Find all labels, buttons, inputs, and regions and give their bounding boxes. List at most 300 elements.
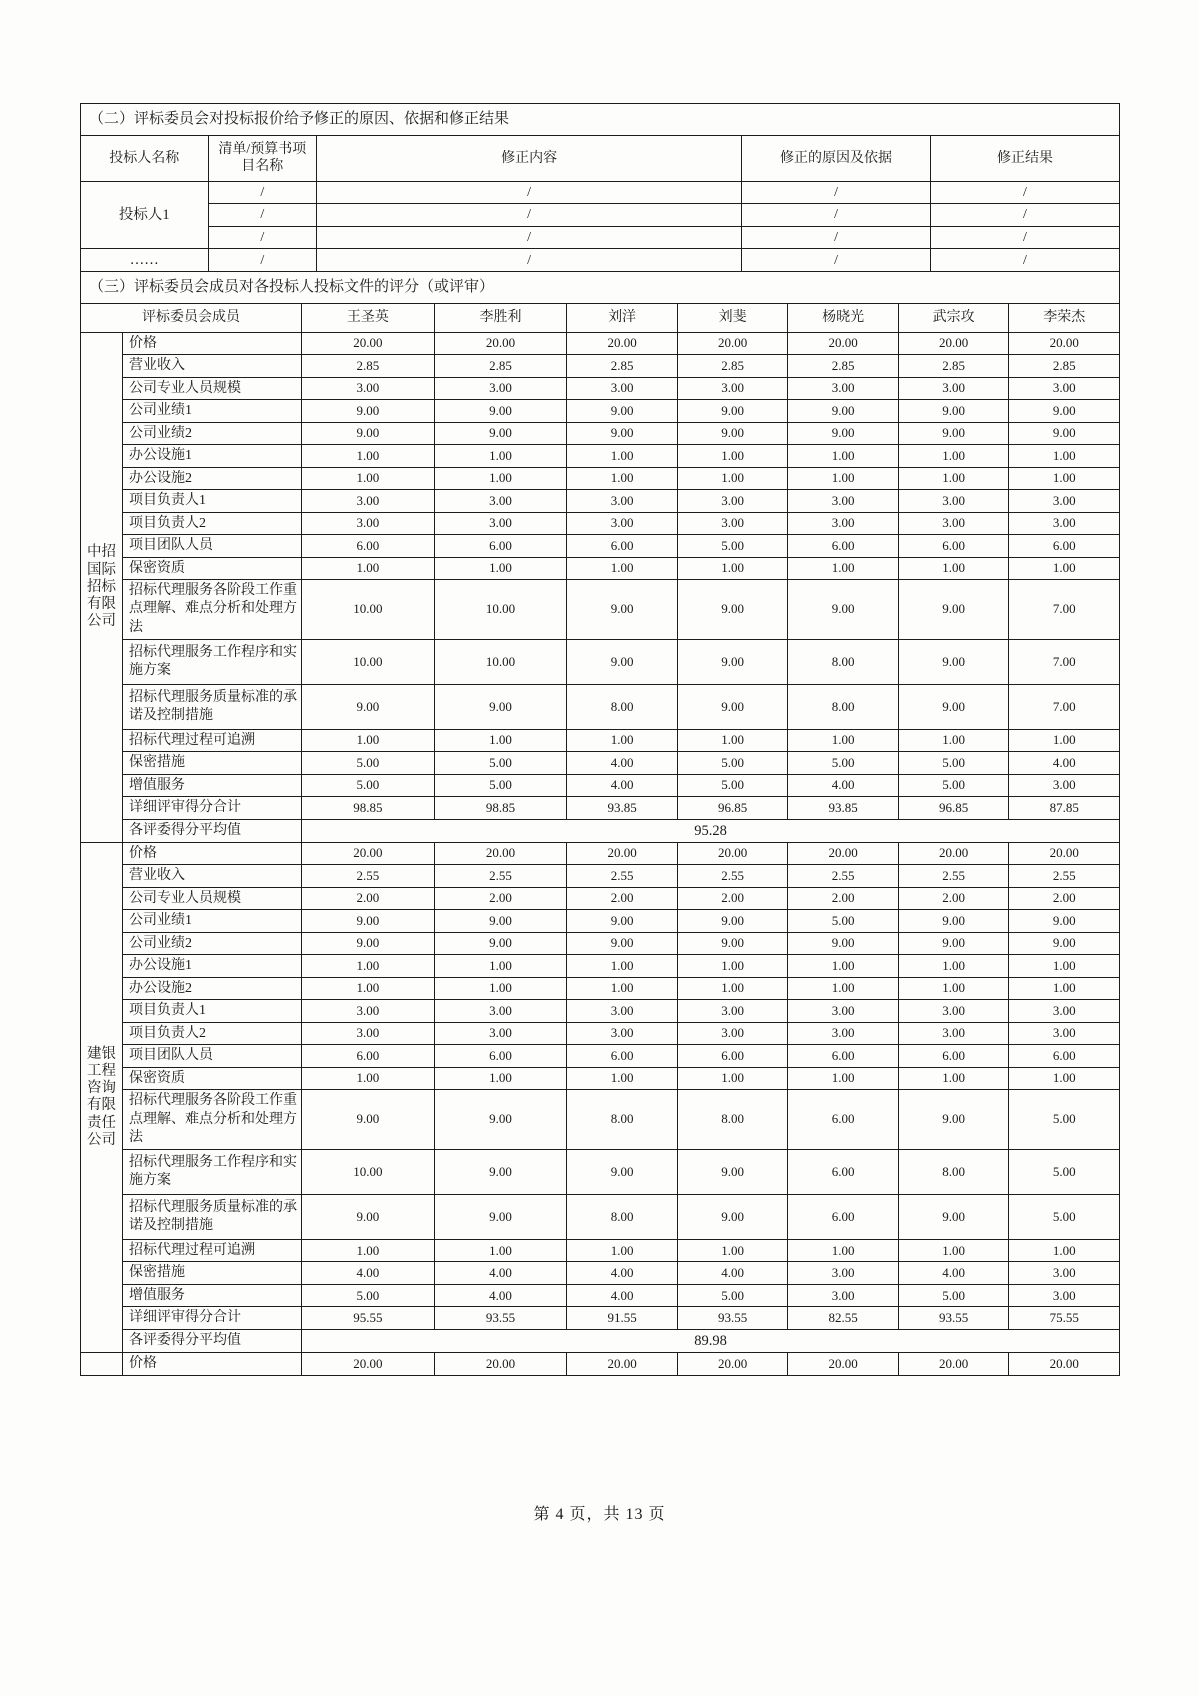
criterion-label: 保密资质 xyxy=(123,557,302,580)
score-cell: 9.00 xyxy=(898,684,1009,729)
col-correction-reason: 修正的原因及依据 xyxy=(742,135,931,181)
total-cell: 95.55 xyxy=(302,1307,435,1330)
score-cell: 8.00 xyxy=(567,1194,678,1239)
average-label: 各评委得分平均值 xyxy=(123,819,302,842)
score-cell: 1.00 xyxy=(788,445,899,468)
score-cell: 9.00 xyxy=(677,1194,788,1239)
score-cell: 1.00 xyxy=(677,557,788,580)
score-cell: 1.00 xyxy=(898,467,1009,490)
criterion-label: 办公设施1 xyxy=(123,445,302,468)
score-cell: 3.00 xyxy=(677,1000,788,1023)
score-cell: 2.55 xyxy=(1009,865,1120,888)
criterion-label: 保密措施 xyxy=(123,752,302,775)
score-cell: 6.00 xyxy=(898,1045,1009,1068)
score-cell: 3.00 xyxy=(898,490,1009,513)
total-cell: 96.85 xyxy=(677,797,788,820)
score-cell: 9.00 xyxy=(567,1149,678,1194)
score-cell: 1.00 xyxy=(302,955,435,978)
score-cell: 9.00 xyxy=(898,910,1009,933)
score-cell: 4.00 xyxy=(677,1262,788,1285)
score-cell: 9.00 xyxy=(677,400,788,423)
criterion-label: 招标代理过程可追溯 xyxy=(123,1239,302,1262)
score-cell: 2.55 xyxy=(898,865,1009,888)
table-row xyxy=(81,887,1120,910)
score-cell: 2.00 xyxy=(677,887,788,910)
score-cell: 9.00 xyxy=(1009,400,1120,423)
score-cell: 5.00 xyxy=(898,774,1009,797)
score-cell: 2.00 xyxy=(302,887,435,910)
score-cell: 5.00 xyxy=(1009,1149,1120,1194)
score-cell: 9.00 xyxy=(567,639,678,684)
member-6: 武宗攻 xyxy=(898,304,1009,333)
score-cell: 4.00 xyxy=(302,1262,435,1285)
score-cell: 6.00 xyxy=(434,535,567,558)
score-cell: 2.85 xyxy=(302,355,435,378)
score-cell: 4.00 xyxy=(1009,752,1120,775)
cell-item: / xyxy=(208,181,317,204)
member-header: 评标委员会成员 xyxy=(81,304,302,333)
table-row-average xyxy=(81,819,1120,842)
table-row xyxy=(81,1149,1120,1194)
table-row xyxy=(81,1022,1120,1045)
score-cell: 3.00 xyxy=(567,490,678,513)
score-cell: 1.00 xyxy=(434,955,567,978)
score-cell: 9.00 xyxy=(677,580,788,640)
total-cell: 98.85 xyxy=(302,797,435,820)
score-cell: 9.00 xyxy=(677,684,788,729)
criterion-label: 项目团队人员 xyxy=(123,1045,302,1068)
table-row xyxy=(81,1284,1120,1307)
score-cell: 1.00 xyxy=(434,557,567,580)
score-cell: 1.00 xyxy=(302,467,435,490)
score-cell: 1.00 xyxy=(302,445,435,468)
score-cell: 6.00 xyxy=(788,1149,899,1194)
score-cell: 2.00 xyxy=(1009,887,1120,910)
criterion-label: 项目团队人员 xyxy=(123,535,302,558)
score-cell: 6.00 xyxy=(788,535,899,558)
table-row xyxy=(81,752,1120,775)
score-cell: 10.00 xyxy=(302,1149,435,1194)
score-cell: 3.00 xyxy=(434,1000,567,1023)
score-cell: 9.00 xyxy=(302,910,435,933)
table-row xyxy=(81,249,1120,272)
score-cell: 9.00 xyxy=(302,932,435,955)
score-cell: 1.00 xyxy=(788,729,899,752)
table-row xyxy=(81,910,1120,933)
score-cell: 5.00 xyxy=(1009,1090,1120,1150)
table-row xyxy=(81,377,1120,400)
score-cell: 3.00 xyxy=(1009,377,1120,400)
criterion-label: 招标代理服务工作程序和实施方案 xyxy=(123,639,302,684)
score-cell: 3.00 xyxy=(302,1000,435,1023)
criterion-label: 公司专业人员规模 xyxy=(123,377,302,400)
score-cell: 1.00 xyxy=(302,729,435,752)
table-row xyxy=(81,445,1120,468)
total-cell: 93.85 xyxy=(788,797,899,820)
score-cell: 20.00 xyxy=(434,332,567,355)
score-cell: 4.00 xyxy=(567,1284,678,1307)
score-cell: 3.00 xyxy=(434,512,567,535)
score-cell: 1.00 xyxy=(788,1067,899,1090)
score-cell: 3.00 xyxy=(302,1022,435,1045)
cell-content: / xyxy=(317,249,742,272)
score-cell: 2.55 xyxy=(302,865,435,888)
score-cell: 1.00 xyxy=(302,1239,435,1262)
criterion-label: 保密措施 xyxy=(123,1262,302,1285)
score-cell: 9.00 xyxy=(567,580,678,640)
score-cell: 1.00 xyxy=(567,955,678,978)
score-cell: 9.00 xyxy=(898,400,1009,423)
scoring-heading: （三）评标委员会成员对各投标人投标文件的评分（或评审） xyxy=(81,272,1120,304)
correction-header-row xyxy=(81,135,1120,181)
criterion-label: 保密资质 xyxy=(123,1067,302,1090)
score-cell: 10.00 xyxy=(302,639,435,684)
table-row xyxy=(81,580,1120,640)
criterion-label: 增值服务 xyxy=(123,774,302,797)
score-cell: 1.00 xyxy=(434,467,567,490)
score-cell: 9.00 xyxy=(898,1090,1009,1150)
score-cell: 1.00 xyxy=(1009,445,1120,468)
score-cell: 8.00 xyxy=(788,684,899,729)
score-cell: 6.00 xyxy=(1009,1045,1120,1068)
member-4: 刘斐 xyxy=(677,304,788,333)
score-cell: 20.00 xyxy=(302,842,435,865)
score-cell: 7.00 xyxy=(1009,684,1120,729)
correction-heading-row xyxy=(81,104,1120,136)
score-cell: 20.00 xyxy=(677,1353,788,1376)
score-cell: 1.00 xyxy=(1009,1239,1120,1262)
score-cell: 20.00 xyxy=(898,842,1009,865)
score-cell: 3.00 xyxy=(1009,490,1120,513)
table-row xyxy=(81,557,1120,580)
score-cell: 20.00 xyxy=(1009,332,1120,355)
score-cell: 5.00 xyxy=(788,910,899,933)
criterion-label: 项目负责人2 xyxy=(123,1022,302,1045)
score-cell: 1.00 xyxy=(677,955,788,978)
total-cell: 82.55 xyxy=(788,1307,899,1330)
cell-result: / xyxy=(931,249,1120,272)
total-cell: 98.85 xyxy=(434,797,567,820)
table-row xyxy=(81,1262,1120,1285)
score-cell: 2.85 xyxy=(1009,355,1120,378)
score-cell: 9.00 xyxy=(567,400,678,423)
score-cell: 9.00 xyxy=(434,422,567,445)
table-row xyxy=(81,1090,1120,1150)
scoring-header-row xyxy=(81,304,1120,333)
table-row xyxy=(81,842,1120,865)
score-cell: 1.00 xyxy=(898,1239,1009,1262)
score-cell: 3.00 xyxy=(1009,512,1120,535)
table-row-average xyxy=(81,1329,1120,1352)
cell-content: / xyxy=(317,204,742,227)
score-cell: 1.00 xyxy=(567,445,678,468)
score-cell: 9.00 xyxy=(898,639,1009,684)
score-cell: 9.00 xyxy=(898,932,1009,955)
criterion-label: 营业收入 xyxy=(123,355,302,378)
table-row xyxy=(81,639,1120,684)
score-cell: 1.00 xyxy=(898,977,1009,1000)
score-cell: 3.00 xyxy=(788,512,899,535)
page-footer: 第 4 页，共 13 页 xyxy=(533,1506,666,1523)
table-row xyxy=(81,467,1120,490)
total-label: 详细评审得分合计 xyxy=(123,797,302,820)
member-5: 杨晓光 xyxy=(788,304,899,333)
score-cell: 3.00 xyxy=(677,1022,788,1045)
score-cell: 6.00 xyxy=(434,1045,567,1068)
score-cell: 1.00 xyxy=(1009,557,1120,580)
score-cell: 2.55 xyxy=(567,865,678,888)
score-cell: 9.00 xyxy=(434,1194,567,1239)
score-cell: 9.00 xyxy=(434,1090,567,1150)
table-row xyxy=(81,1067,1120,1090)
score-cell: 3.00 xyxy=(434,377,567,400)
table-row xyxy=(81,512,1120,535)
score-cell: 9.00 xyxy=(898,580,1009,640)
criterion-label: 招标代理服务各阶段工作重点理解、难点分析和处理方法 xyxy=(123,1090,302,1150)
score-cell: 3.00 xyxy=(788,1262,899,1285)
score-cell: 4.00 xyxy=(434,1284,567,1307)
table-row xyxy=(81,865,1120,888)
table-row xyxy=(81,490,1120,513)
score-cell: 4.00 xyxy=(788,774,899,797)
score-cell: 1.00 xyxy=(1009,1067,1120,1090)
score-cell: 6.00 xyxy=(788,1045,899,1068)
criterion-label: 办公设施2 xyxy=(123,977,302,1000)
score-cell: 3.00 xyxy=(898,1022,1009,1045)
score-cell: 5.00 xyxy=(788,752,899,775)
score-cell: 3.00 xyxy=(1009,774,1120,797)
criterion-label: 价格 xyxy=(123,1353,302,1376)
score-cell: 6.00 xyxy=(567,535,678,558)
score-cell: 1.00 xyxy=(898,1067,1009,1090)
cell-reason: / xyxy=(742,226,931,249)
col-correction-content: 修正内容 xyxy=(317,135,742,181)
score-cell: 2.55 xyxy=(677,865,788,888)
score-cell: 10.00 xyxy=(434,639,567,684)
criterion-label: 公司业绩1 xyxy=(123,910,302,933)
score-cell: 20.00 xyxy=(788,842,899,865)
score-cell: 6.00 xyxy=(898,535,1009,558)
bidder-name-1: 投标人1 xyxy=(81,181,209,249)
table-row xyxy=(81,977,1120,1000)
score-cell: 3.00 xyxy=(898,377,1009,400)
score-cell: 20.00 xyxy=(788,1353,899,1376)
criterion-label: 招标代理过程可追溯 xyxy=(123,729,302,752)
table-row-total xyxy=(81,797,1120,820)
score-cell: 3.00 xyxy=(1009,1284,1120,1307)
score-cell: 3.00 xyxy=(302,512,435,535)
score-cell: 9.00 xyxy=(677,1149,788,1194)
table-row xyxy=(81,422,1120,445)
score-cell: 20.00 xyxy=(1009,1353,1120,1376)
score-cell: 1.00 xyxy=(788,1239,899,1262)
criterion-label: 项目负责人2 xyxy=(123,512,302,535)
score-cell: 5.00 xyxy=(898,752,1009,775)
score-cell: 6.00 xyxy=(302,1045,435,1068)
score-cell: 7.00 xyxy=(1009,580,1120,640)
criterion-label: 项目负责人1 xyxy=(123,490,302,513)
score-cell: 20.00 xyxy=(302,332,435,355)
score-cell: 2.00 xyxy=(567,887,678,910)
score-cell: 5.00 xyxy=(434,752,567,775)
scoring-heading-row xyxy=(81,272,1120,304)
table-row xyxy=(81,1239,1120,1262)
score-cell: 8.00 xyxy=(898,1149,1009,1194)
score-cell: 20.00 xyxy=(302,1353,435,1376)
total-cell: 91.55 xyxy=(567,1307,678,1330)
score-cell: 9.00 xyxy=(434,400,567,423)
total-cell: 93.55 xyxy=(677,1307,788,1330)
table-row xyxy=(81,400,1120,423)
score-cell: 3.00 xyxy=(1009,1022,1120,1045)
score-cell: 9.00 xyxy=(302,1194,435,1239)
table-row xyxy=(81,932,1120,955)
criterion-label: 招标代理服务质量标准的承诺及控制措施 xyxy=(123,1194,302,1239)
score-cell: 2.55 xyxy=(434,865,567,888)
correction-heading: （二）评标委员会对投标报价给予修正的原因、依据和修正结果 xyxy=(81,104,1120,136)
bidder-name-ellipsis: …… xyxy=(81,249,209,272)
table-row xyxy=(81,955,1120,978)
score-cell: 1.00 xyxy=(677,1239,788,1262)
score-cell: 20.00 xyxy=(788,332,899,355)
average-value: 95.28 xyxy=(302,819,1120,842)
score-cell: 1.00 xyxy=(434,1239,567,1262)
score-cell: 9.00 xyxy=(788,400,899,423)
score-cell: 3.00 xyxy=(788,1022,899,1045)
col-correction-result: 修正结果 xyxy=(931,135,1120,181)
score-cell: 3.00 xyxy=(567,512,678,535)
score-cell: 9.00 xyxy=(677,639,788,684)
criterion-label: 招标代理服务各阶段工作重点理解、难点分析和处理方法 xyxy=(123,580,302,640)
correction-table xyxy=(80,103,1120,272)
score-cell: 20.00 xyxy=(567,1353,678,1376)
criterion-label: 办公设施1 xyxy=(123,955,302,978)
score-cell: 1.00 xyxy=(677,977,788,1000)
score-cell: 1.00 xyxy=(1009,977,1120,1000)
score-cell: 9.00 xyxy=(434,684,567,729)
score-cell: 3.00 xyxy=(898,512,1009,535)
score-cell: 9.00 xyxy=(302,1090,435,1150)
score-cell: 20.00 xyxy=(898,332,1009,355)
cell-result: / xyxy=(931,226,1120,249)
score-cell: 3.00 xyxy=(898,1000,1009,1023)
score-cell: 1.00 xyxy=(677,445,788,468)
score-cell: 3.00 xyxy=(788,377,899,400)
score-cell: 9.00 xyxy=(1009,422,1120,445)
table-row xyxy=(81,684,1120,729)
score-cell: 6.00 xyxy=(1009,535,1120,558)
table-row xyxy=(81,355,1120,378)
total-cell: 93.55 xyxy=(434,1307,567,1330)
table-row xyxy=(81,1000,1120,1023)
score-cell: 20.00 xyxy=(434,1353,567,1376)
col-bidder-name: 投标人名称 xyxy=(81,135,209,181)
score-cell: 3.00 xyxy=(434,490,567,513)
score-cell: 20.00 xyxy=(434,842,567,865)
score-cell: 1.00 xyxy=(898,557,1009,580)
criterion-label: 招标代理服务工作程序和实施方案 xyxy=(123,1149,302,1194)
cell-item: / xyxy=(208,226,317,249)
score-cell: 9.00 xyxy=(788,580,899,640)
member-2: 李胜利 xyxy=(434,304,567,333)
table-row xyxy=(81,332,1120,355)
score-cell: 9.00 xyxy=(788,932,899,955)
bidder-company-3 xyxy=(81,1353,123,1376)
cell-content: / xyxy=(317,226,742,249)
score-cell: 1.00 xyxy=(1009,729,1120,752)
score-cell: 3.00 xyxy=(788,490,899,513)
table-row xyxy=(81,204,1120,227)
average-value: 89.98 xyxy=(302,1329,1120,1352)
table-row xyxy=(81,1045,1120,1068)
criterion-label: 价格 xyxy=(123,842,302,865)
score-cell: 3.00 xyxy=(677,490,788,513)
table-row xyxy=(81,774,1120,797)
score-cell: 10.00 xyxy=(434,580,567,640)
score-cell: 1.00 xyxy=(434,1067,567,1090)
score-cell: 6.00 xyxy=(788,1090,899,1150)
criterion-label: 办公设施2 xyxy=(123,467,302,490)
score-cell: 2.85 xyxy=(567,355,678,378)
score-cell: 1.00 xyxy=(1009,955,1120,978)
score-cell: 4.00 xyxy=(567,752,678,775)
score-cell: 9.00 xyxy=(1009,910,1120,933)
score-cell: 20.00 xyxy=(677,842,788,865)
score-cell: 5.00 xyxy=(1009,1194,1120,1239)
score-cell: 20.00 xyxy=(567,842,678,865)
score-cell: 3.00 xyxy=(567,1022,678,1045)
score-cell: 5.00 xyxy=(677,752,788,775)
score-cell: 1.00 xyxy=(567,1239,678,1262)
score-cell: 1.00 xyxy=(788,977,899,1000)
average-label: 各评委得分平均值 xyxy=(123,1329,302,1352)
score-cell: 1.00 xyxy=(567,557,678,580)
score-cell: 9.00 xyxy=(434,910,567,933)
col-item-name: 清单/预算书项目名称 xyxy=(208,135,317,181)
score-cell: 3.00 xyxy=(677,512,788,535)
score-cell: 7.00 xyxy=(1009,639,1120,684)
table-row xyxy=(81,729,1120,752)
score-cell: 2.85 xyxy=(788,355,899,378)
score-cell: 3.00 xyxy=(434,1022,567,1045)
score-cell: 3.00 xyxy=(1009,1000,1120,1023)
report-sheet xyxy=(80,103,1120,1376)
score-cell: 3.00 xyxy=(567,377,678,400)
score-cell: 9.00 xyxy=(567,932,678,955)
criterion-label: 公司业绩2 xyxy=(123,932,302,955)
score-cell: 2.85 xyxy=(677,355,788,378)
cell-item: / xyxy=(208,249,317,272)
score-cell: 6.00 xyxy=(302,535,435,558)
criterion-label: 营业收入 xyxy=(123,865,302,888)
score-cell: 6.00 xyxy=(788,1194,899,1239)
criterion-label: 招标代理服务质量标准的承诺及控制措施 xyxy=(123,684,302,729)
score-cell: 8.00 xyxy=(567,684,678,729)
score-cell: 9.00 xyxy=(898,1194,1009,1239)
score-cell: 3.00 xyxy=(302,490,435,513)
score-cell: 2.85 xyxy=(898,355,1009,378)
score-cell: 5.00 xyxy=(302,1284,435,1307)
score-cell: 1.00 xyxy=(302,977,435,1000)
score-cell: 9.00 xyxy=(1009,932,1120,955)
table-row xyxy=(81,1353,1120,1376)
score-cell: 1.00 xyxy=(1009,467,1120,490)
table-row xyxy=(81,1194,1120,1239)
score-cell: 9.00 xyxy=(302,684,435,729)
score-cell: 5.00 xyxy=(677,1284,788,1307)
score-cell: 6.00 xyxy=(677,1045,788,1068)
total-cell: 75.55 xyxy=(1009,1307,1120,1330)
